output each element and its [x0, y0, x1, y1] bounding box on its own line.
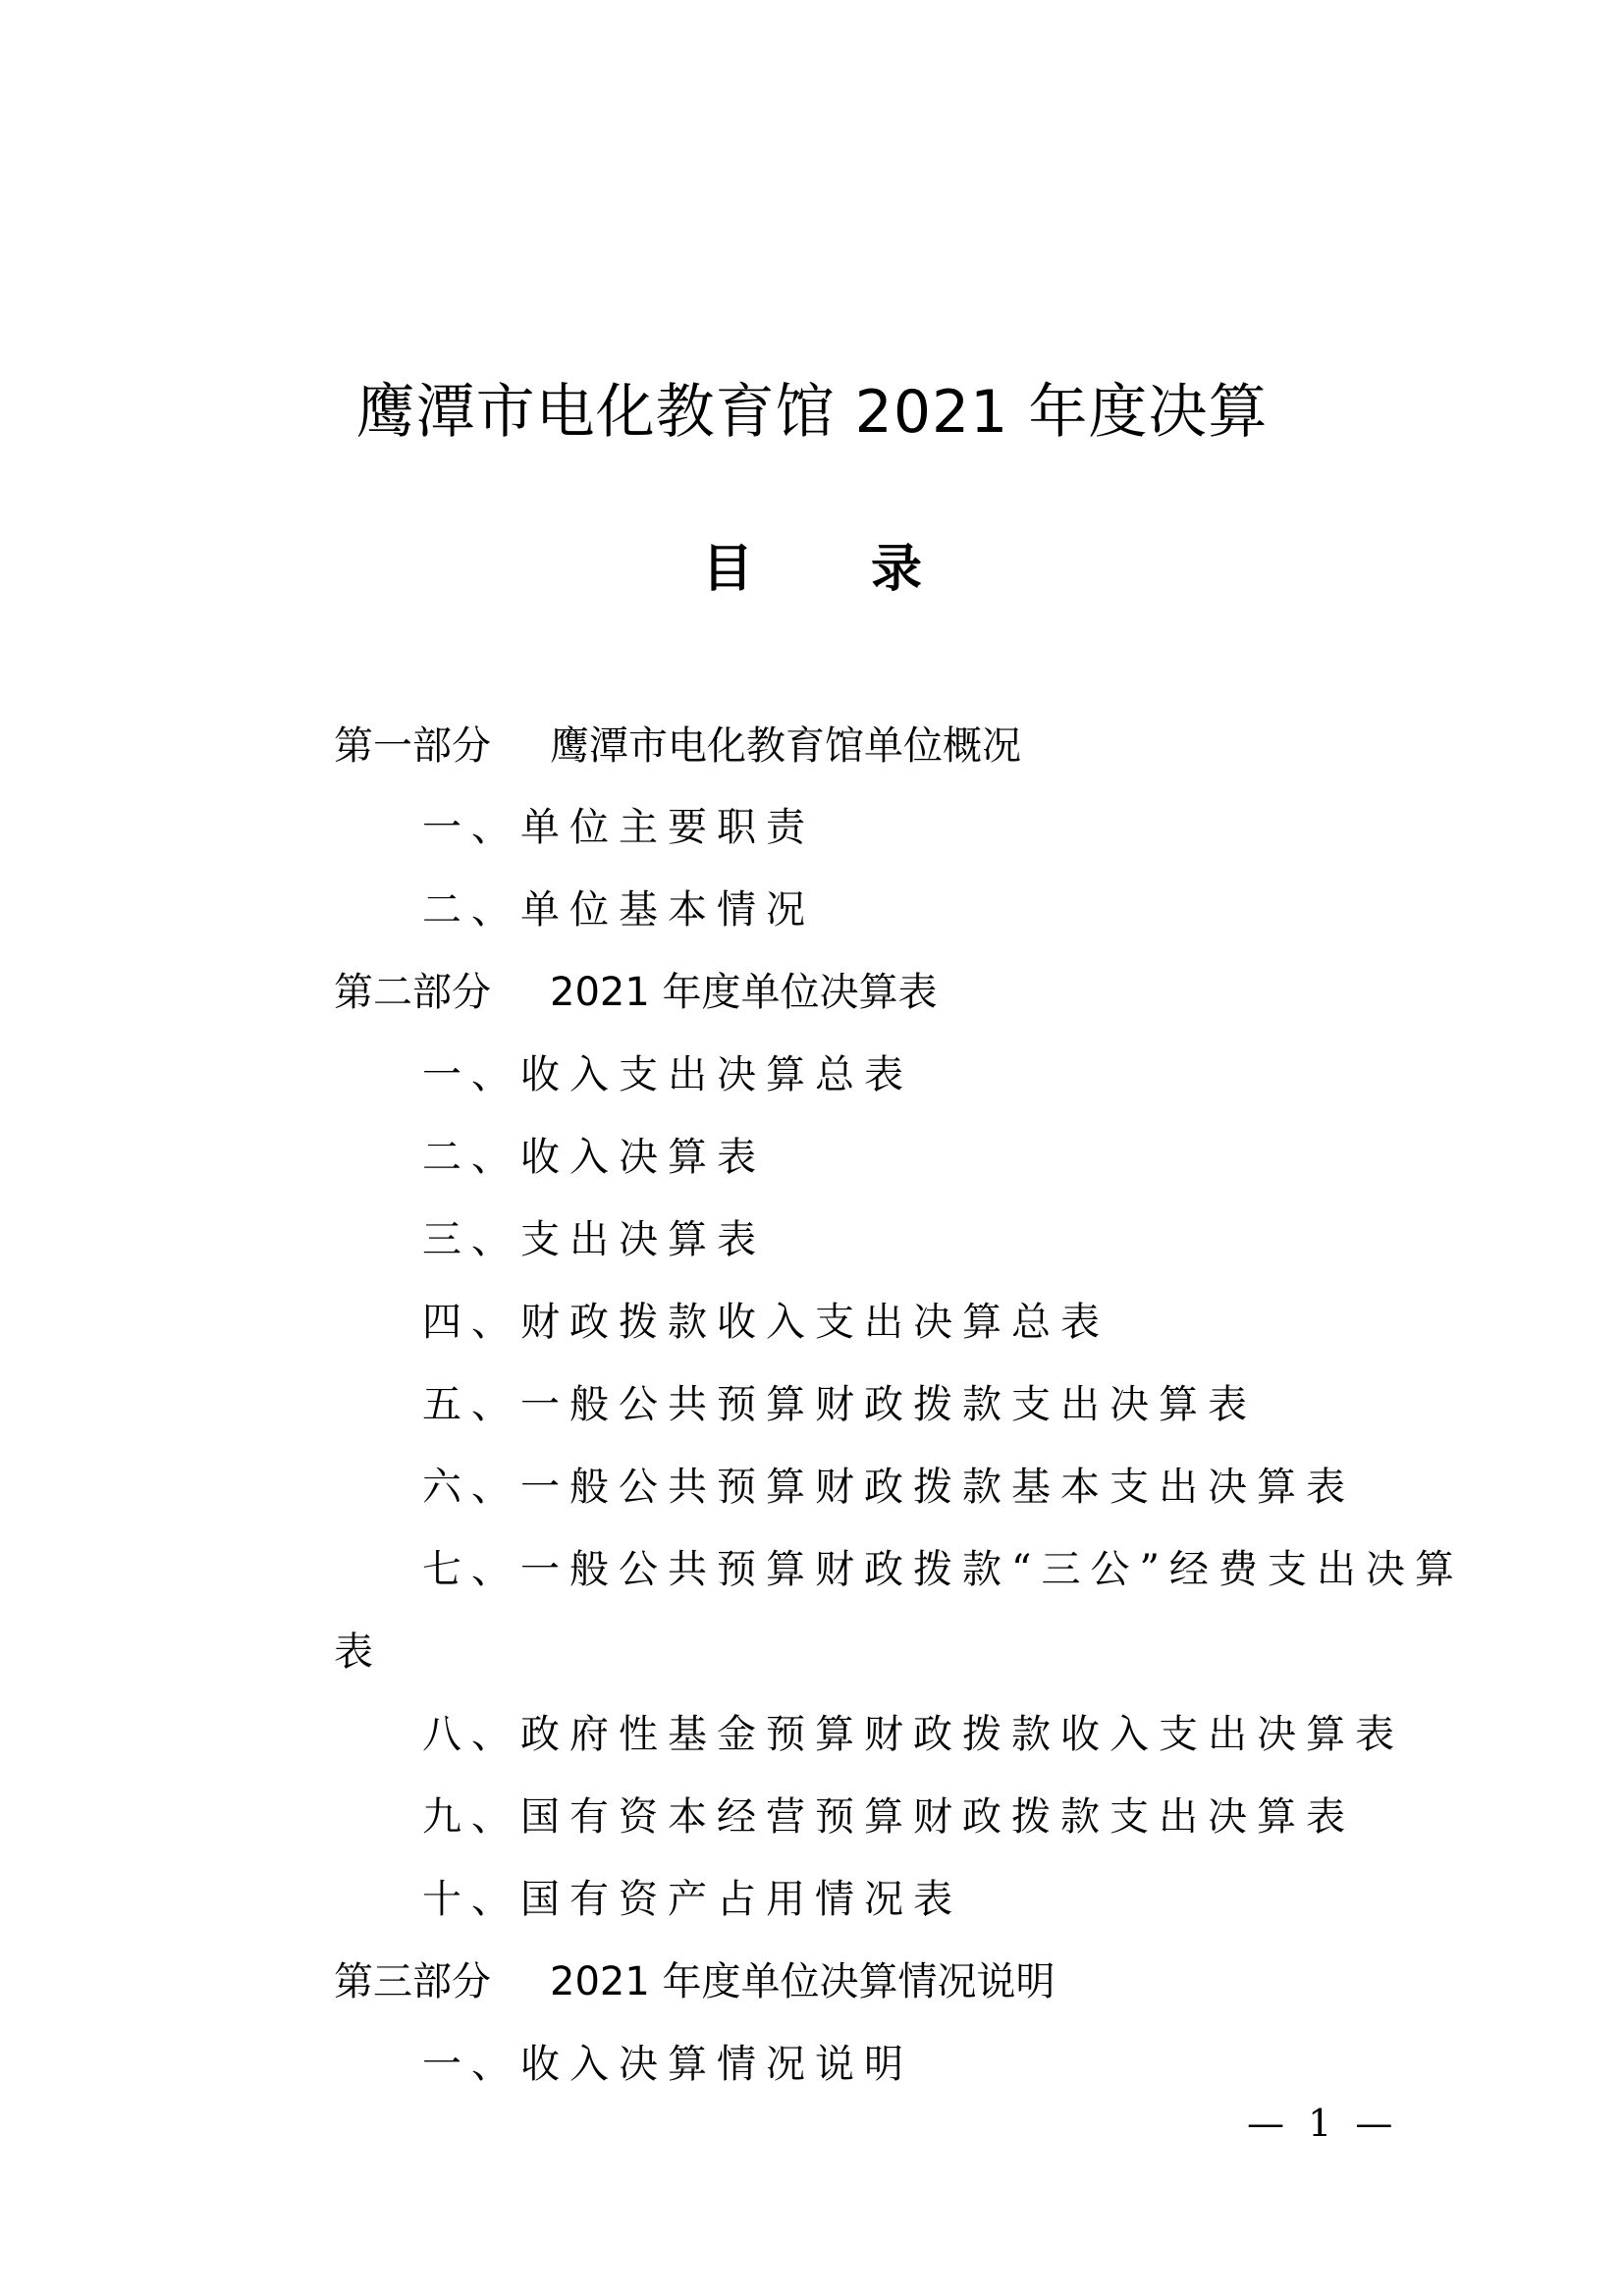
toc-item: 六、一般公共预算财政拨款基本支出决算表: [422, 1465, 1355, 1510]
page-number: — 1 —: [1247, 2102, 1399, 2145]
toc-item: 四、财政拨款收入支出决算总表: [422, 1300, 1110, 1345]
toc-part-title: 2021 年度单位决算情况说明: [550, 1959, 1056, 2004]
toc-item: 五、一般公共预算财政拨款支出决算表: [422, 1382, 1257, 1427]
toc-item: 二、单位基本情况: [422, 887, 815, 933]
toc-item: 二、收入决算表: [422, 1135, 766, 1180]
toc-item: 一、收入决算情况说明: [422, 2042, 913, 2087]
toc-part-label: 第一部分: [334, 723, 491, 769]
toc-part-title: 2021 年度单位决算表: [550, 970, 938, 1015]
toc-part-label: 第二部分: [334, 970, 491, 1015]
toc-heading: 目录: [701, 540, 1040, 599]
toc-item: 八、政府性基金预算财政拨款收入支出决算表: [422, 1712, 1404, 1757]
document-title: 鹰潭市电化教育馆 2021 年度决算: [355, 378, 1269, 447]
toc-item: 九、国有资本经营预算财政拨款支出决算表: [422, 1794, 1355, 1840]
toc-part-title: 鹰潭市电化教育馆单位概况: [550, 723, 1021, 769]
toc-part-label: 第三部分: [334, 1959, 491, 2004]
toc-item: 一、收入支出决算总表: [422, 1052, 913, 1097]
toc-part-2: [334, 965, 938, 1020]
toc-item-continuation: 表: [334, 1629, 383, 1675]
toc-part-3: [334, 1954, 1056, 2009]
toc-item: 三、支出决算表: [422, 1217, 766, 1262]
toc-item: 七、一般公共预算财政拨款“三公”经费支出决算: [422, 1547, 1464, 1592]
toc-item: 十、国有资产占用情况表: [422, 1877, 962, 1922]
toc-item: 一、单位主要职责: [422, 805, 815, 850]
toc-part-1: [334, 719, 1021, 774]
